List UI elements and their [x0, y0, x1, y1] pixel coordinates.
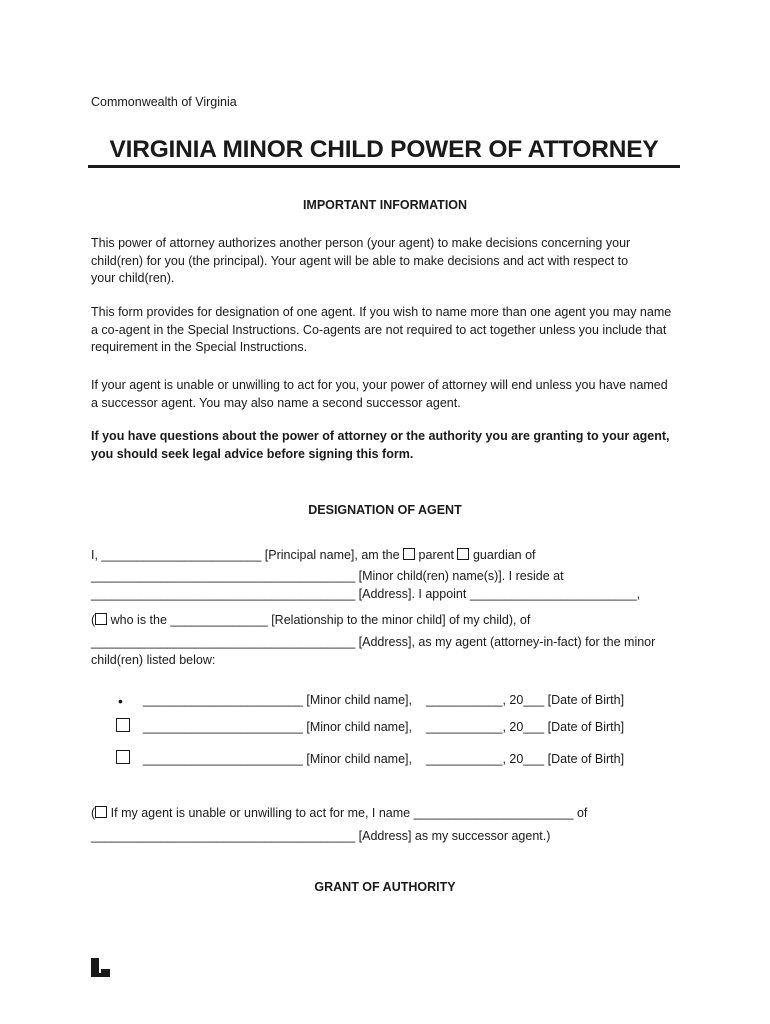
- document-title: VIRGINIA MINOR CHILD POWER OF ATTORNEY: [88, 136, 680, 168]
- relationship-open-paren: (: [91, 613, 96, 627]
- minor-children-names-field[interactable]: ______________________________________ [Minor child(ren) name(s)]. I reside at: [91, 569, 564, 583]
- legal-advice-notice: [91, 428, 681, 463]
- guardian-label: guardian of: [472, 548, 536, 562]
- important-para-2-line-1: This form provides for designation of one agent. If you wish to name more than one agent you may name: [91, 305, 672, 319]
- child-dob-field[interactable]: ___________, 20___ [Date of Birth]: [426, 720, 625, 734]
- important-para-3-line-1: If your agent is unable or unwilling to act for you, your power of attorney will end unless you have named: [91, 378, 668, 392]
- legal-advice-line-2: you should seek legal advice before signing this form.: [91, 446, 414, 461]
- parent-checkbox[interactable]: [403, 548, 415, 560]
- jurisdiction-label: Commonwealth of Virginia: [91, 95, 237, 109]
- child-dob-field[interactable]: ___________, 20___ [Date of Birth]: [426, 752, 625, 766]
- guardian-checkbox[interactable]: [457, 548, 469, 560]
- legal-advice-line-1: If you have questions about the power of attorney or the authority you are granting to your agent,: [91, 429, 670, 443]
- relationship-field[interactable]: who is the ______________ [Relationship to the minor child] of my child), of: [110, 613, 531, 627]
- successor-open-paren: (: [91, 806, 96, 820]
- agent-address-field[interactable]: ______________________________________ [Address], as my agent (attorney-in-fact) for the minor: [91, 635, 656, 649]
- principal-name-field[interactable]: I, _______________________ [Principal name], am the: [91, 548, 400, 562]
- bullet-icon: •: [118, 693, 123, 709]
- successor-checkbox[interactable]: [95, 806, 107, 818]
- child-name-field[interactable]: _______________________ [Minor child name],: [143, 752, 412, 766]
- important-info-heading: IMPORTANT INFORMATION: [302, 198, 468, 212]
- important-para-2-line-3: requirement in the Special Instructions.: [91, 340, 308, 354]
- child-dob-field[interactable]: ___________, 20___ [Date of Birth]: [426, 693, 625, 707]
- successor-name-field[interactable]: If my agent is unable or unwilling to act for me, I name _______________________ of: [110, 806, 588, 820]
- child-checkbox[interactable]: [116, 718, 130, 732]
- important-para-1-line-3: your child(ren).: [91, 271, 175, 285]
- child-name-field[interactable]: _______________________ [Minor child name],: [143, 693, 412, 707]
- child-checkbox[interactable]: [116, 750, 130, 764]
- grant-heading: GRANT OF AUTHORITY: [314, 880, 456, 894]
- successor-address-field[interactable]: ______________________________________ [Address] as my successor agent.): [91, 829, 551, 843]
- agent-checkbox[interactable]: [95, 613, 107, 625]
- designation-heading: DESIGNATION OF AGENT: [308, 503, 462, 517]
- relationship-line: [91, 613, 530, 627]
- principal-address-field[interactable]: ______________________________________ [Address]. I appoint ________________________,: [91, 587, 641, 601]
- parent-label: parent: [418, 548, 454, 562]
- important-para-3-line-2: a successor agent. You may also name a second successor agent.: [91, 395, 461, 410]
- children-listed-label: child(ren) listed below:: [91, 653, 216, 667]
- important-para-3: [91, 377, 681, 412]
- principal-line: [91, 548, 536, 562]
- successor-line: [91, 806, 587, 820]
- child-row: [118, 693, 123, 709]
- lawdistrict-logo-icon: [91, 958, 110, 977]
- important-para-2: [91, 304, 681, 357]
- important-para-1-line-2: child(ren) for you (the principal). Your agent will be able to make decisions and act with respect to: [91, 253, 629, 268]
- child-name-field[interactable]: _______________________ [Minor child name],: [143, 720, 412, 734]
- important-para-1: [91, 235, 681, 288]
- important-para-1-line-1: This power of attorney authorizes another person (your agent) to make decisions concerning your: [91, 236, 631, 250]
- important-para-2-line-2: a co-agent in the Special Instructions. Co-agents are not required to act together unless you include that: [91, 322, 667, 337]
